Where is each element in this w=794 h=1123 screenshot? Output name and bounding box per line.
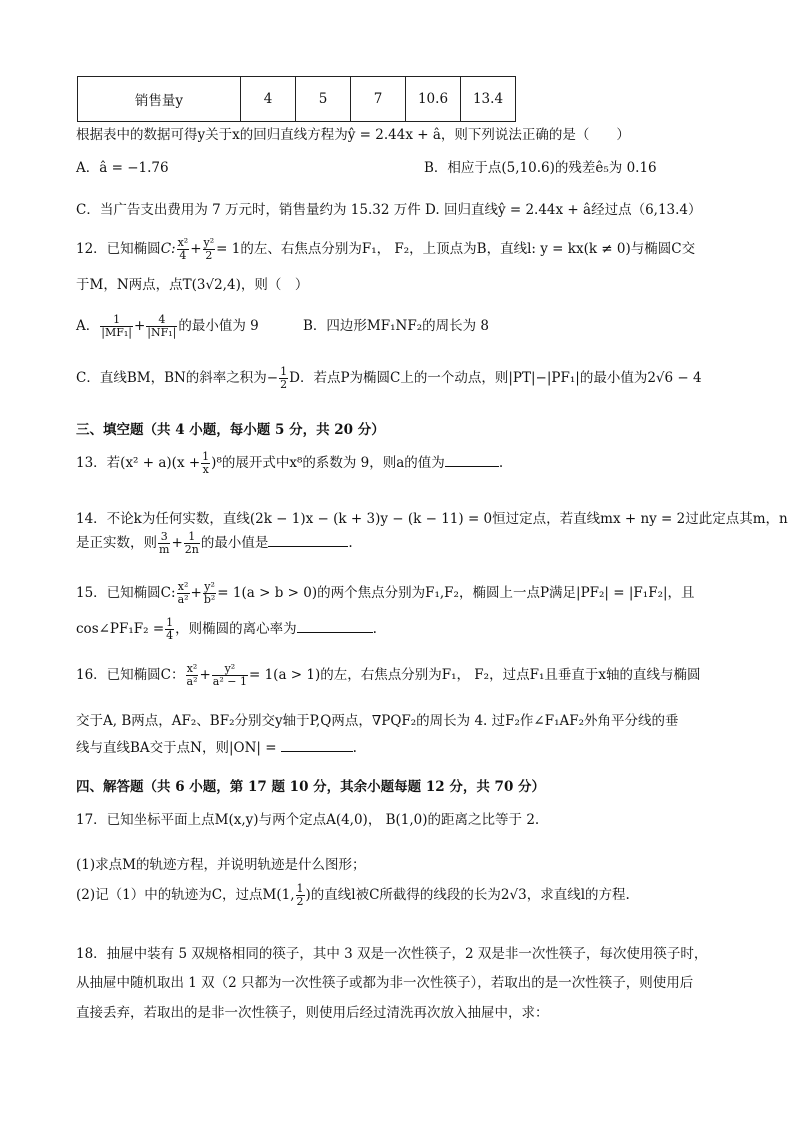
q11-option-a: A．â = −1.76	[76, 160, 169, 176]
frac-den: 2n	[184, 543, 199, 556]
frac-num: x²	[186, 662, 198, 675]
q16-answer-blank[interactable]	[281, 737, 353, 752]
q12-stem-line2: 于M，N两点，点T(3√2,4)，则（ ）	[76, 277, 309, 293]
q11-option-b: B．相应于点(5,10.6)的残差ê₅为 0.16	[424, 160, 657, 176]
q14-line2: 是正实数，则 $\frac{3}{m}$ + $\frac{1}{2n}$ 的最小值是 .	[76, 530, 353, 556]
frac-num: 1	[100, 314, 133, 327]
q14-answer-blank[interactable]	[268, 532, 348, 547]
q12-c-frac	[279, 366, 288, 391]
q15-pre: 15．已知椭圆C:	[76, 585, 176, 601]
q15-end: .	[372, 621, 377, 637]
frac-num: y²	[212, 663, 248, 676]
q13-answer-blank[interactable]	[445, 452, 499, 467]
q17-part2	[76, 878, 630, 912]
frac-num: x²	[177, 236, 189, 249]
q11-options-ab	[76, 158, 716, 178]
q12-options-ab: A． $\frac{1}{\text{|MF₁|}}$ + $\frac{4}{\text{|NF₁|}}$ 的最小值为 9 B．四边形MF₁NF₂的周长为 8	[76, 310, 716, 342]
q15-frac1	[177, 581, 190, 606]
q12-a-frac1	[100, 314, 133, 339]
q15-line1: 15．已知椭圆C: $\frac{\text{x²}}{\text{a²}}$ + $\frac{\text{y²}}{\text{b²}}$ = 1(a > b > 0)的两个焦点分别为F₁,F₂，椭圆上一点P满足|PF₂| = |F₁F₂|，且	[76, 580, 695, 606]
frac-den: a²	[177, 593, 189, 606]
q11-stem: 根据表中的数据可得y关于x的回归直线方程为ŷ = 2.44x + â，则下列说法正确的是（ ）	[76, 127, 630, 143]
table-cell: 13.4	[461, 77, 516, 122]
table-label-cell: 销售量y	[78, 77, 241, 122]
q13-end: .	[498, 455, 504, 471]
frac-den: x	[202, 463, 209, 476]
q13-mid: )⁸的展开式中x⁸的系数为 9，则a的值为	[211, 455, 445, 471]
q12-option-a-label: A．	[76, 318, 100, 334]
frac-den: 4	[179, 249, 187, 262]
q14-frac2	[184, 531, 200, 556]
q16-frac2	[212, 663, 248, 688]
q12-option-b: B．四边形MF₁NF₂的周长为 8	[303, 318, 489, 334]
q16-end: .	[352, 740, 357, 756]
q17-part1: (1)求点M的轨迹方程，并说明轨迹是什么图形；	[76, 857, 366, 873]
frac-den: b²	[203, 593, 216, 606]
q17-p2-pre: (2)记（1）中的轨迹为C，过点M(1,	[76, 887, 295, 903]
q14-post: 的最小值是	[200, 535, 269, 551]
frac-num: 4	[146, 314, 177, 327]
q17-p2-post: )的直线l被C所截得的线段的长为2√3，求直线l的方程.	[305, 887, 630, 903]
q16-post: = 1(a > 1)的左，右焦点分别为F₁， F₂，过点F₁且垂直于x轴的直线与椭圆	[248, 667, 701, 683]
q14-frac1	[158, 531, 170, 556]
frac-num: 1	[296, 882, 304, 895]
frac-den: 2	[296, 895, 304, 908]
frac-den: 2	[205, 249, 213, 262]
q12-frac-x	[177, 237, 190, 262]
frac-den: a²	[186, 675, 198, 688]
q15-answer-blank[interactable]	[297, 618, 373, 633]
q13-pre: 13．若(x² + a)(x +	[76, 455, 201, 471]
q16-line3	[76, 737, 357, 758]
section-4-heading: 四、解答题（共 6 小题，第 17 题 10 分，其余小题每题 12 分，共 70 分）	[76, 779, 546, 795]
q15-post: = 1(a > b > 0)的两个焦点分别为F₁,F₂，椭圆上一点P满足|PF₂| = |F₁F₂|，且	[217, 585, 695, 601]
table-row	[78, 77, 516, 122]
q11-options-cd: C．当广告支出费用为 7 万元时，销售量约为 15.32 万件 D. 回归直线ŷ = 2.44x + â经过点（6,13.4）	[76, 202, 702, 218]
table-cell: 10.6	[406, 77, 461, 122]
q12-option-c: C．直线BM，BN的斜率之积为−	[76, 370, 279, 386]
q13	[76, 446, 503, 480]
frac-num: 1	[280, 365, 288, 378]
q13-frac	[201, 451, 210, 476]
q12-stem-rest: = 1的左、右焦点分别为F₁， F₂，上顶点为B，直线l: y = kx(k ≠ 0)与椭圆C交	[216, 241, 696, 257]
q16-pre: 16．已知椭圆C：	[76, 667, 185, 683]
q12-a-frac2	[146, 314, 177, 339]
frac-num: 3	[158, 531, 170, 544]
q18-line3: 直接丢弃，若取出的是非一次性筷子，则使用后经过清洗再次放入抽屉中，求：	[76, 1005, 549, 1021]
frac-num: y²	[203, 236, 215, 249]
frac-den: 2	[280, 378, 288, 391]
q12-label: 12．已知椭圆	[76, 241, 161, 257]
q14-pre: 是正实数，则	[76, 535, 157, 551]
q12-curve: C:	[160, 241, 176, 257]
frac-num: y²	[204, 580, 215, 593]
q14-line1: 14．不论k为任何实数，直线(2k − 1)x − (k + 3)y − (k − 11) = 0恒过定点，若直线mx + ny = 2过此定点其m，n	[76, 511, 788, 527]
q15-l2-post: ，则椭圆的离心率为	[175, 621, 297, 637]
section-3-heading: 三、填空题（共 4 小题，每小题 5 分，共 20 分）	[76, 422, 385, 438]
q16-line2: 交于A, B两点，AF₂、BF₂分别交y轴于P,Q两点，∇PQF₂的周长为 4. 过F₂作∠F₁AF₂外角平分线的垂	[76, 713, 679, 729]
q12-option-d: D．若点P为椭圆C上的一个动点，则|PT|−|PF₁|的最小值为2√6 − 4	[289, 370, 702, 386]
frac-num: 1	[166, 616, 174, 629]
q14-end: .	[348, 535, 353, 551]
q15-cos: cos∠PF₁F₂ =	[76, 621, 165, 637]
q12-frac-y	[203, 237, 216, 262]
frac-den: |NF₁|	[147, 326, 177, 339]
q16-line3-pre: 线与直线BA交于点N，则|ON| =	[76, 740, 277, 756]
table-cell: 5	[296, 77, 351, 122]
frac-num: 1	[184, 531, 200, 544]
q15-frac3	[165, 617, 174, 642]
q16-frac1	[186, 663, 199, 688]
frac-den: 4	[166, 629, 174, 642]
frac-den: m	[159, 543, 170, 556]
q18-line1: 18．抽屉中装有 5 双规格相同的筷子，其中 3 双是一次性筷子，2 双是非一次性筷子，每次使用筷子时，	[76, 946, 708, 962]
q12-option-a-text: 的最小值为 9	[178, 318, 259, 334]
frac-num: 1	[202, 450, 210, 463]
q15-frac2	[203, 581, 216, 606]
frac-den: |MF₁|	[101, 326, 132, 339]
table-cell: 7	[351, 77, 406, 122]
frac-num: x²	[177, 580, 189, 593]
q17-stem: 17．已知坐标平面上点M(x,y)与两个定点A(4,0)， B(1,0)的距离之比等于 2.	[76, 812, 540, 828]
frac-den: a² − 1	[212, 675, 247, 688]
q18-line2: 从抽屉中随机取出 1 双（2 只都为一次性筷子或都为非一次性筷子），若取出的是一次性筷子，则使用后	[76, 975, 694, 991]
table-cell: 4	[241, 77, 296, 122]
q17-frac	[296, 883, 305, 908]
sales-table	[77, 76, 516, 122]
q12-options-cd	[76, 362, 702, 394]
q15-line2	[76, 612, 377, 646]
q12-stem-line1: 12．已知椭圆C: $\frac{\text{x²}}{4}$ + $\frac{\text{y²}}{2}$ = 1的左、右焦点分别为F₁， F₂，上顶点为B，直线l: y = kx(k ≠ 0)与椭圆C交	[76, 236, 696, 262]
q16-line1: 16．已知椭圆C： $\frac{\text{x²}}{\text{a²}}$ + $\frac{\text{y²}}{\text{a² − 1}}$ = 1(a > 1)的左，右焦点分别为F₁， F₂，过点F₁且垂直于x轴的直线与椭圆	[76, 662, 701, 688]
